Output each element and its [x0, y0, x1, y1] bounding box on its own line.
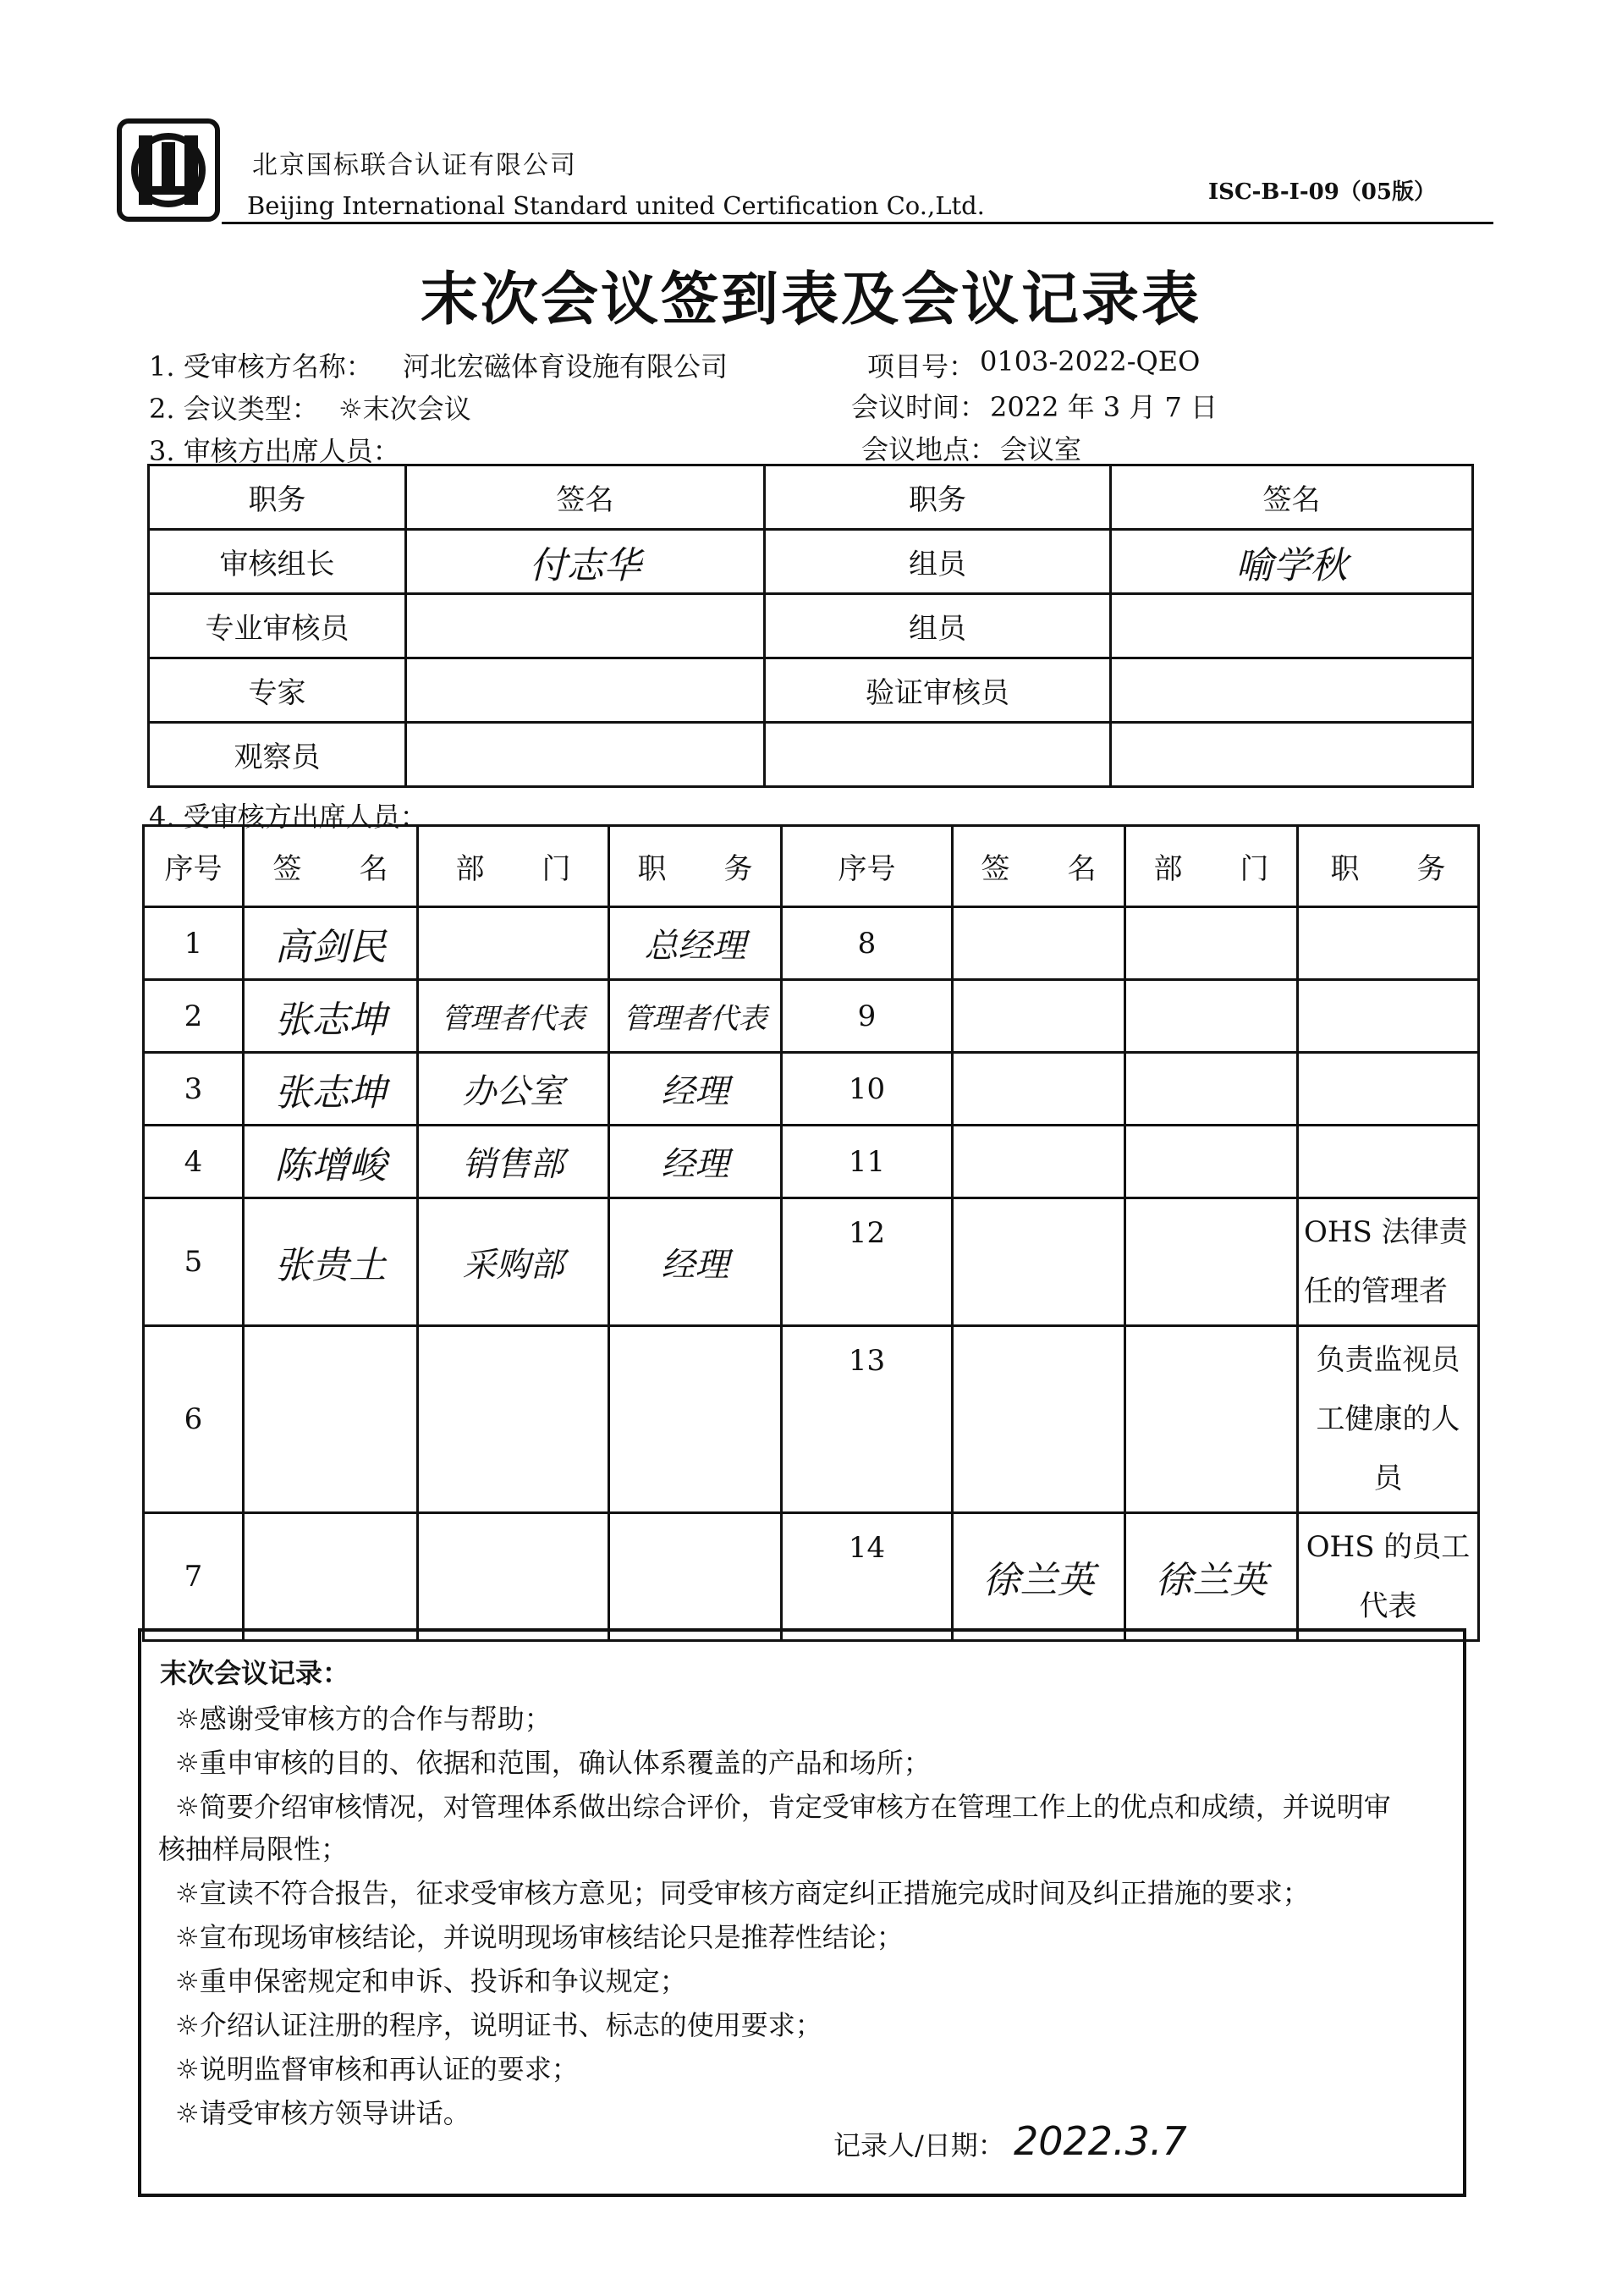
department-cell: [418, 1326, 609, 1513]
row-number: 12: [782, 1198, 953, 1326]
row-number: 5: [144, 1198, 244, 1326]
minutes-item: ☼请受审核方领导讲话。: [175, 2097, 470, 2129]
signature-cell: 付志华: [406, 530, 765, 594]
signature-cell: [406, 658, 765, 723]
signature-cell: 高剑民: [244, 907, 418, 980]
signature-cell: [953, 980, 1125, 1053]
department-cell: 徐兰英: [1125, 1513, 1298, 1641]
audit-role-cell: 专业审核员: [149, 594, 406, 658]
audit-header-role-2: 职务: [765, 465, 1111, 530]
audit-role-cell: 专家: [149, 658, 406, 723]
department-cell: [1125, 907, 1298, 980]
minutes-item: ☼宣读不符合报告，征求受审核方意见；同受审核方商定纠正措施完成时间及纠正措施的要求；: [175, 1877, 1310, 1909]
header-sig-left: 签 名: [244, 826, 418, 907]
recorder-date: 2022.3.7: [1013, 2118, 1187, 2164]
row-number: 13: [782, 1326, 953, 1513]
department-cell: [1125, 1126, 1298, 1198]
row-number: 1: [144, 907, 244, 980]
company-logo: [117, 118, 220, 222]
department-cell: [1125, 1053, 1298, 1126]
audit-role-cell: 组员: [765, 594, 1111, 658]
page-title: 末次会议签到表及会议记录表: [420, 266, 1201, 333]
position-cell: [1298, 1053, 1479, 1126]
position-cell: [1298, 907, 1479, 980]
auditors-label: 3. 审核方出席人员：: [149, 435, 400, 467]
position-cell: [1298, 980, 1479, 1053]
signature-cell: [953, 1053, 1125, 1126]
signature-cell: [1111, 723, 1473, 787]
meeting-minutes-box: [138, 1628, 1466, 2197]
department-cell: [418, 907, 609, 980]
signature-cell: [244, 1513, 418, 1641]
header-pos-left: 职 务: [609, 826, 782, 907]
position-cell: 经理: [609, 1126, 782, 1198]
position-cell: [609, 1513, 782, 1641]
department-cell: [1125, 980, 1298, 1053]
minutes-title: 末次会议记录：: [160, 1657, 350, 1689]
audit-role-cell: 审核组长: [149, 530, 406, 594]
audit-header-sig-1: 签名: [406, 465, 765, 530]
header-no-right: 序号: [782, 826, 953, 907]
position-cell: OHS 的员工代表: [1298, 1513, 1479, 1641]
recorder-line: [833, 2118, 1187, 2164]
header-divider: [222, 222, 1493, 224]
row-number: 10: [782, 1053, 953, 1126]
position-cell: 管理者代表: [609, 980, 782, 1053]
department-cell: [1125, 1326, 1298, 1513]
header-pos-right: 职 务: [1298, 826, 1479, 907]
signature-cell: [953, 1126, 1125, 1198]
meeting-time-value: 2022 年 3 月 7 日: [990, 391, 1218, 423]
minutes-item: ☼说明监督审核和再认证的要求；: [175, 2053, 579, 2085]
position-cell: 负责监视员工健康的人员: [1298, 1326, 1479, 1513]
header-dept-left: 部 门: [418, 826, 609, 907]
row-number: 9: [782, 980, 953, 1053]
signature-cell: [953, 1326, 1125, 1513]
minutes-item: ☼感谢受审核方的合作与帮助；: [175, 1703, 552, 1735]
department-cell: [1125, 1198, 1298, 1326]
location-label: 会议地点：: [861, 433, 998, 465]
department-cell: [418, 1513, 609, 1641]
department-cell: 管理者代表: [418, 980, 609, 1053]
row-number: 6: [144, 1326, 244, 1513]
signature-cell: [406, 594, 765, 658]
audit-header-role-1: 职务: [149, 465, 406, 530]
header-sig-right: 签 名: [953, 826, 1125, 907]
header-no-left: 序号: [144, 826, 244, 907]
signature-cell: [1111, 658, 1473, 723]
minutes-item: ☼重申保密规定和申诉、投诉和争议规定；: [175, 1965, 687, 1997]
minutes-item: 核抽样局限性；: [158, 1833, 349, 1865]
project-label: 项目号：: [867, 350, 976, 383]
department-cell: 销售部: [418, 1126, 609, 1198]
audit-role-cell: 观察员: [149, 723, 406, 787]
signature-cell: 陈增峻: [244, 1126, 418, 1198]
attendees-table: [142, 824, 1480, 1642]
recorder-label: 记录人/日期：: [833, 2129, 1005, 2161]
signature-cell: [953, 1198, 1125, 1326]
signature-cell: 喻学秋: [1111, 530, 1473, 594]
company-name-cn: 北京国标联合认证有限公司: [252, 151, 577, 180]
minutes-item: ☼简要介绍审核情况，对管理体系做出综合评价，肯定受审核方在管理工作上的优点和成绩，并说明审: [175, 1791, 1391, 1823]
department-cell: 办公室: [418, 1053, 609, 1126]
minutes-item: ☼重申审核的目的、依据和范围，确认体系覆盖的产品和场所；: [175, 1747, 931, 1779]
row-number: 2: [144, 980, 244, 1053]
auditee-value: 河北宏磁体育设施有限公司: [403, 350, 729, 383]
signature-cell: 张志坤: [244, 980, 418, 1053]
logo-mark-icon: [122, 124, 215, 217]
attendees-label: 4. 受审核方出席人员：: [149, 801, 427, 833]
row-number: 8: [782, 907, 953, 980]
signature-cell: [244, 1326, 418, 1513]
meeting-time-label: 会议时间：: [851, 391, 987, 423]
row-number: 11: [782, 1126, 953, 1198]
audit-role-cell: 验证审核员: [765, 658, 1111, 723]
position-cell: 总经理: [609, 907, 782, 980]
row-number: 7: [144, 1513, 244, 1641]
position-cell: [1298, 1126, 1479, 1198]
auditee-label: 1. 受审核方名称：: [149, 350, 373, 383]
document-number: ISC-B-I-09（05版）: [1208, 179, 1436, 205]
signature-cell: 徐兰英: [953, 1513, 1125, 1641]
company-name-en: Beijing International Standard united Certification Co.,Ltd.: [247, 191, 985, 220]
row-number: 14: [782, 1513, 953, 1641]
position-cell: 经理: [609, 1053, 782, 1126]
position-cell: 经理: [609, 1198, 782, 1326]
signature-cell: 张贵土: [244, 1198, 418, 1326]
position-cell: OHS 法律责任的管理者: [1298, 1198, 1479, 1326]
location-value: 会议室: [1000, 433, 1082, 465]
audit-team-table: [147, 464, 1474, 788]
audit-role-cell: 组员: [765, 530, 1111, 594]
signature-cell: [406, 723, 765, 787]
project-value: 0103-2022-QEO: [980, 345, 1201, 377]
signature-cell: [1111, 594, 1473, 658]
signature-cell: [953, 907, 1125, 980]
department-cell: 采购部: [418, 1198, 609, 1326]
signature-cell: 张志坤: [244, 1053, 418, 1126]
minutes-item: ☼宣布现场审核结论，并说明现场审核结论只是推荐性结论；: [175, 1921, 904, 1953]
row-number: 3: [144, 1053, 244, 1126]
header-dept-right: 部 门: [1125, 826, 1298, 907]
audit-role-cell: [765, 723, 1111, 787]
audit-header-sig-2: 签名: [1111, 465, 1473, 530]
row-number: 4: [144, 1126, 244, 1198]
meeting-type-value: ☼末次会议: [338, 393, 471, 425]
meeting-type-label: 2. 会议类型：: [149, 393, 319, 425]
minutes-item: ☼介绍认证注册的程序，说明证书、标志的使用要求；: [175, 2009, 822, 2041]
position-cell: [609, 1326, 782, 1513]
